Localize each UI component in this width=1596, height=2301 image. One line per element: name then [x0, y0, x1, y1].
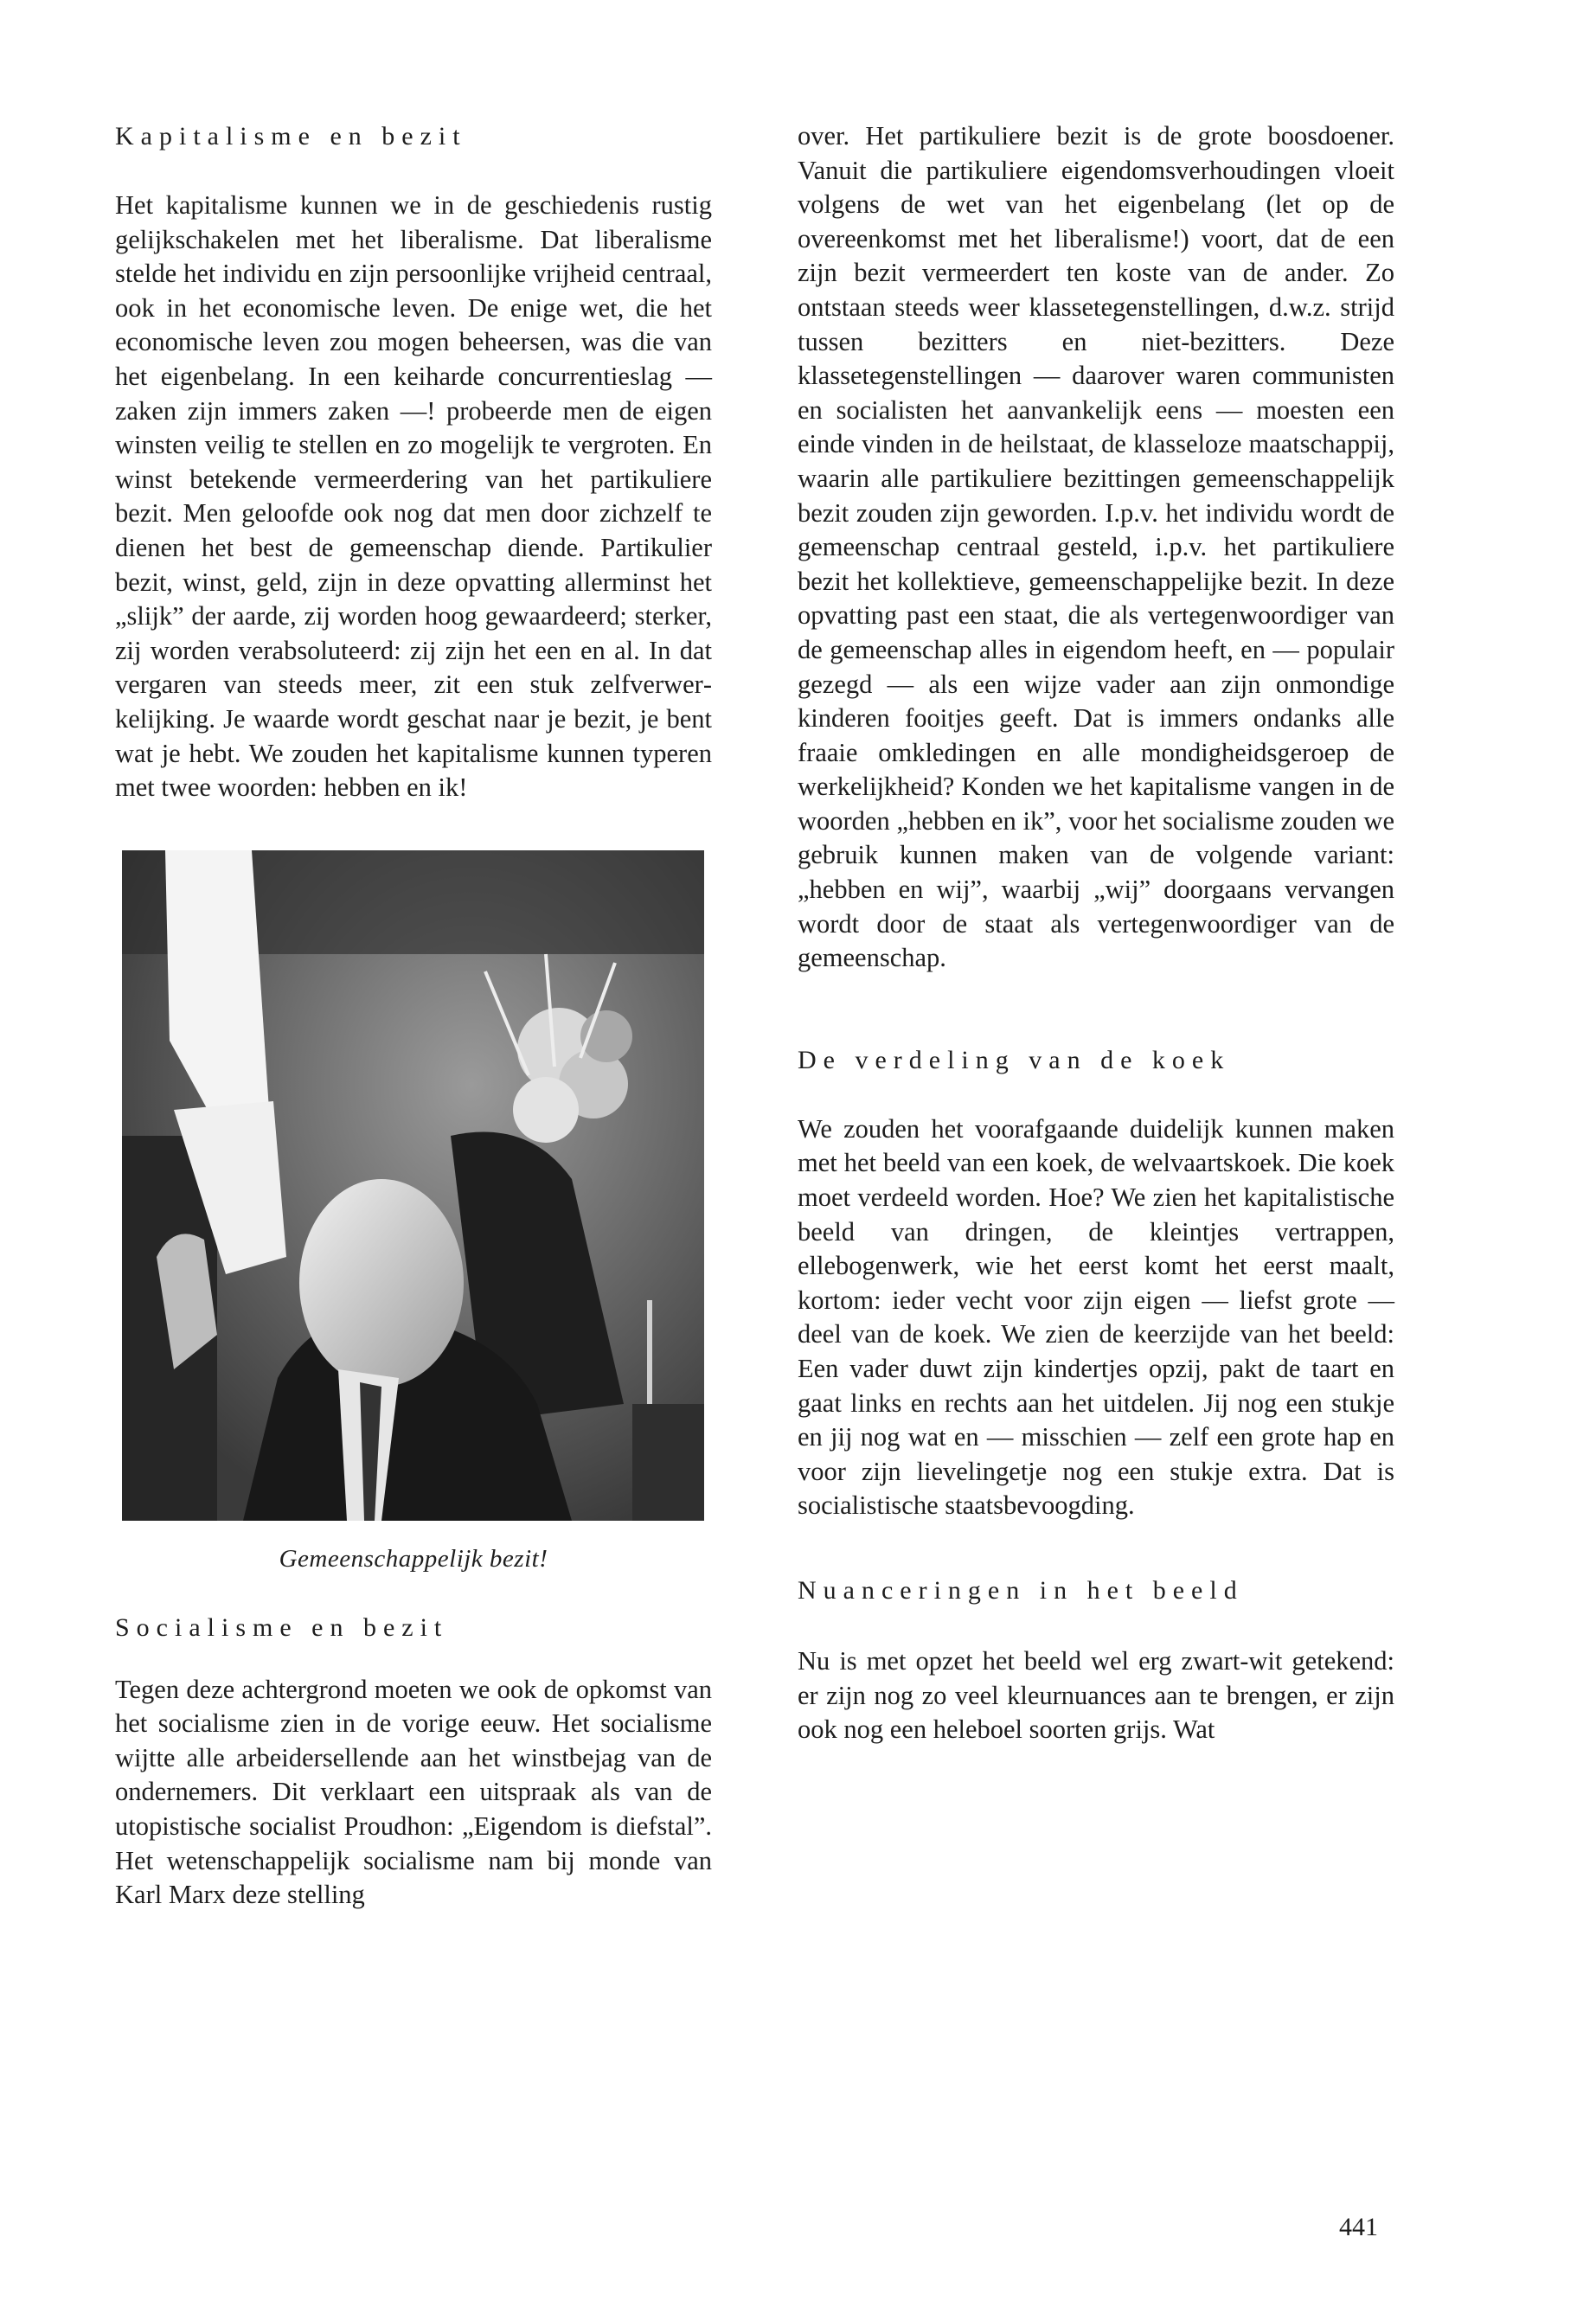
paragraph-nuanceringen: Nu is met opzet het beeld wel erg zwart-wit getekend: er zijn nog zo veel kleurnuances aan te brengen, er zijn ook nog een heleboel soorten grijs. Wat: [798, 1645, 1394, 1745]
heading-kapitalisme-en-bezit: Kapitalisme en bezit: [115, 122, 467, 151]
paragraph-verdeling: We zouden het voorafgaande duidelijk kunnen maken met het beeld van een koek, de welvaartskoek. Die koek moet verdeeld worden. Hoe? We zien het kapitalistische beeld van dringen, de kleintjes vertrappen, ellebogenwerk, wie het eerst komt het eerst maalt, kortom: ieder vecht voor zijn eigen — liefst grote — deel van de koek. We zien de keerzijde van het beeld: Een vader duwt zijn kindertjes opzij, pakt de taart en gaat links en rechts aan het uitdelen. Jij nog een stukje en jij nog wat en — misschien — zelf een grote hap en voor zijn lievelingetje nog een stukje extra. Dat is socialistische staatsbevoogding.: [798, 1113, 1394, 1521]
paragraph-socialisme: Tegen deze achtergrond moeten we ook de opkomst van het socialisme zien in de vorige eeuw. Het socialisme wijtte alle arbeidersellende aan het winstbejag van de ondernemers. Dit verklaart een uitspraak als van de utopistische socialist Proudhon: „Eigendom is diefstal”. Het wetenschappelijk socialisme nam bij monde van Karl Marx deze stelling: [115, 1674, 712, 1910]
left-column: [115, 119, 712, 1913]
heading-socialisme-en-bezit: Socialisme en bezit: [115, 1612, 449, 1642]
paragraph-kapitalisme: Het kapitalisme kunnen we in de geschiedenis rustig gelijkschakelen met het liberalisme. Dat liberalisme stelde het individu en zijn persoonlijke vrijheid centraal, ook in het economische leven. De enige wet, die het economische leven zou mogen beheersen, was die van het eigenbelang. In een keiharde concurrentieslag — zaken zijn immers zaken —! probeerde men de eigen winsten veilig te stellen en zo mogelijk te vergroten. En winst betekende vermeerdering van het partikuliere bezit. Men geloofde ook nog dat men door zichzelf te dienen het best de gemeenschap diende. Partikulier bezit, winst, geld, zijn in deze opvatting allerminst het „slijk” der aarde, zij worden hoog gewaardeerd; sterker, zij worden verabsoluteerd: zij zijn het een en al. In dat vergaren van steeds meer, zit een stuk zelfverwerkelijking. Je waarde wordt geschat naar je bezit, je bent wat je hebt. We zouden het kapitalisme kunnen typeren met twee woorden: hebben en ik!: [115, 190, 712, 803]
page-number: 441: [1339, 2213, 1378, 2241]
heading-nuanceringen-in-het-beeld: Nuanceringen in het beeld: [798, 1575, 1244, 1605]
photo-speaker-raised-hand: [122, 850, 704, 1521]
heading-de-verdeling-van-de-koek: De verdeling van de koek: [798, 1045, 1231, 1074]
right-column: [798, 119, 1394, 1747]
paragraph-socialisme-continued: over. Het partikuliere bezit is de grote boosdoener. Vanuit die partikuliere eigendomsverhoudingen vloeit volgens de wet van het eigenbelang (let op de overeenkomst met het liberalisme!) voort, dat de een zijn bezit vermeerdert ten koste van de ander. Zo ontstaan steeds weer klassetegenstellingen, d.w.z. strijd tussen bezitters en niet-bezitters. Deze klassetegenstellingen — daarover waren communisten en socialisten het aanvankelijk eens — moesten een einde vinden in de heilstaat, de klasseloze maatschappij, waarin alle partikuliere bezittingen gemeenschappelijk bezit zouden zijn geworden. I.p.v. het individu wordt de gemeenschap centraal gesteld, i.p.v. het partikuliere bezit het kollektieve, gemeenschappelijke bezit. In deze opvatting past een staat, die als vertegenwoordiger van de gemeenschap alles in eigendom heeft, en — populair gezegd — als een wijze vader aan zijn onmondige kinderen fooitjes geeft. Dat is immers ondanks alle fraaie omkledingen en alle mondigheidsgeroep de werkelijkheid? Konden we het kapitalisme vangen in de woorden „hebben en ik”, voor het socialisme zouden we gebruik kunnen maken van de volgende variant: „hebben en wij”, waarbij „wij” doorgaans vervangen wordt door de staat als vertegenwoordiger van de gemeenschap.: [798, 121, 1394, 973]
photo-caption: Gemeenschappelijk bezit!: [279, 1544, 548, 1573]
photo-illustration: [122, 850, 704, 1521]
